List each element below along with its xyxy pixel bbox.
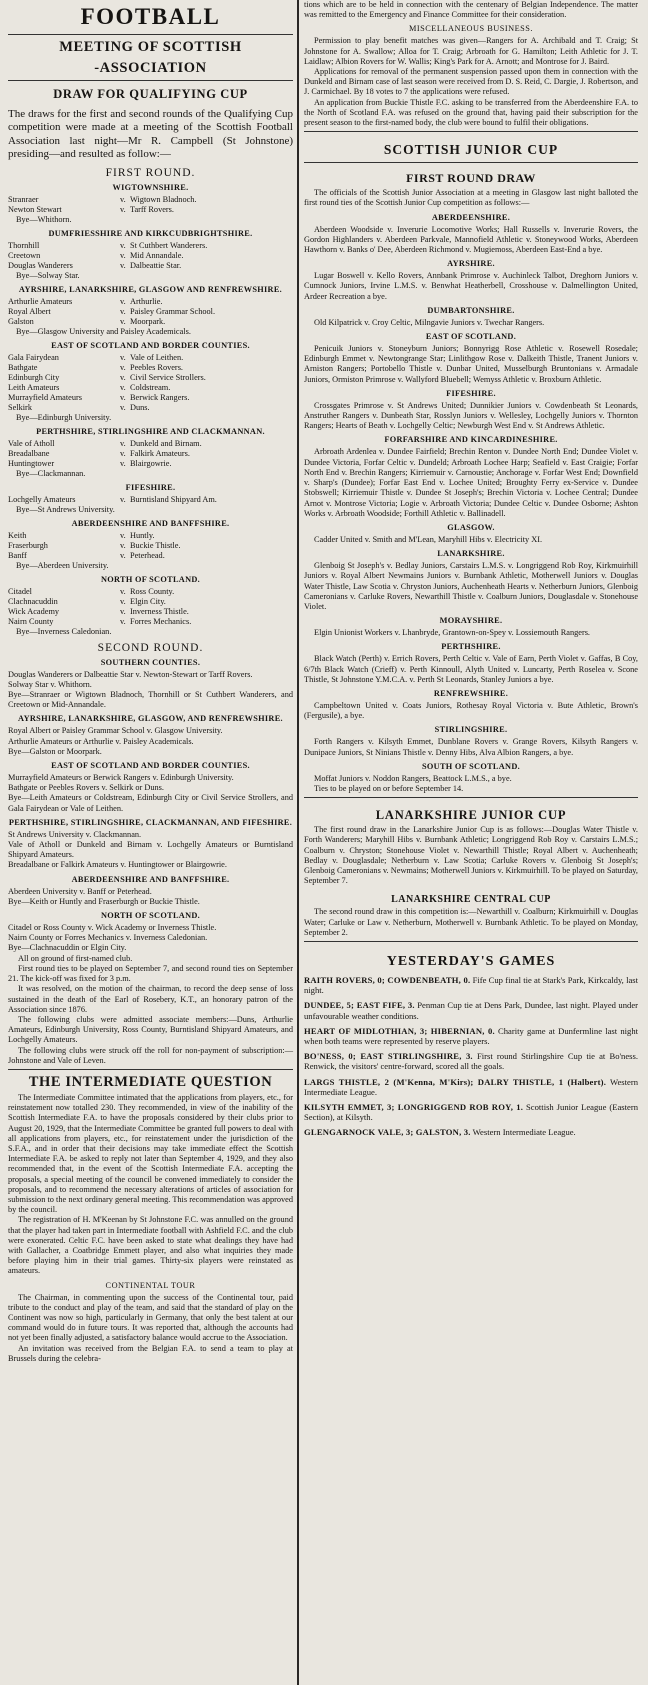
away-team: Burntisland Shipyard Am. xyxy=(130,494,217,504)
fixture-row xyxy=(6,317,295,327)
versus-mark: v. xyxy=(120,606,126,616)
game-result xyxy=(302,1127,640,1137)
home-team: Fraserburgh xyxy=(8,540,48,550)
paragraph: The Chairman, in commenting upon the success of the Continental tour, paid tribute to the conduct and play of the team, and said that the standard of play on the Continent was now so high, particularly in Germany, that only the best talent at our command would do in future tours. It was reported that, although the accounts had not yet been finally adjusted, a satisfactory balance would accrue to the Association. xyxy=(8,1292,293,1343)
home-team: Arthurlie Amateurs xyxy=(8,296,73,306)
fixture-row xyxy=(6,205,295,215)
game-score: LARGS THISTLE, 2 (M'Kenna, M'Kirs); DALRY THISTLE, 1 (Halbert). xyxy=(304,1076,607,1087)
versus-mark: v. xyxy=(120,550,126,560)
meeting-notes xyxy=(6,954,295,1066)
game-detail: Western Intermediate League. xyxy=(304,1076,638,1097)
fixture-line: Bye—Stranraer or Wigtown Bladnoch, Thornhill or St Cuthbert Wanderers, and Creetown or Mid-Annandale. xyxy=(8,690,293,710)
away-team: Inverness Thistle. xyxy=(130,606,189,616)
continental-body xyxy=(6,1293,295,1364)
region-heading: ABERDEENSHIRE. xyxy=(431,212,511,222)
fixture-line: St Andrews University v. Clackmannan. xyxy=(8,829,142,839)
versus-mark: v. xyxy=(120,458,126,468)
away-team: Huntly. xyxy=(130,530,155,540)
fixture-row xyxy=(6,241,295,251)
draw-text: Cadder United v. Smith and M'Lean, Maryhill Hibs v. Electricity XI. xyxy=(314,534,543,544)
bye-line: Bye—Whithorn. xyxy=(16,214,72,224)
region-heading: AYRSHIRE, LANARKSHIRE, GLASGOW AND RENFREWSHIRE. xyxy=(18,284,283,294)
divider-rule xyxy=(8,1069,293,1070)
versus-mark: v. xyxy=(120,392,126,402)
versus-mark: v. xyxy=(120,448,126,458)
junior-sections xyxy=(302,213,640,784)
home-team: Clachnacuddin xyxy=(8,596,58,606)
fixture-line: Aberdeen University v. Banff or Peterhead. xyxy=(8,886,152,896)
fixture-row xyxy=(6,363,295,373)
home-team: Leith Amateurs xyxy=(8,382,60,392)
away-team: Elgin City. xyxy=(130,596,166,606)
away-team: Berwick Rangers. xyxy=(130,392,190,402)
draw-intro: The draws for the first and second rounds of the Qualifying Cup competition were made at a meeting of the Scottish Football Association last night—Mr R. Campbell (St Johnstone) presiding—and resulted as follow:— xyxy=(8,108,293,161)
fixture-row xyxy=(6,307,295,317)
game-detail: Penman Cup tie at Dens Park, Dundee, last night. Played under unfavourable weather conditions. xyxy=(304,1000,638,1021)
paragraph: First round ties to be played on September 7, and second round ties on September 21. The kick-off was fixed for 3 p.m. xyxy=(8,963,293,984)
bye-line: Bye—St Andrews University. xyxy=(16,504,115,514)
junior-cup-title: SCOTTISH JUNIOR CUP xyxy=(383,142,559,158)
region-heading: AYRSHIRE, LANARKSHIRE, GLASGOW, AND RENFREWSHIRE. xyxy=(18,714,283,724)
meeting-title-1: MEETING OF SCOTTISH xyxy=(59,39,242,55)
away-team: Arthurlie. xyxy=(130,296,163,306)
draw-text: Aberdeen Woodside v. Inverurie Locomotive Works; Hall Russells v. Inverurie Rovers, the Gordon Highlanders v. Aberdeen Parkvale, Mannofield Athletic v. Stoneywood Works, Aberdeen Hawthorn v. Banks o' Dee, Aberdeen Richmond v. Mugiemoss, Aberdeen East-End a bye. xyxy=(304,224,638,255)
home-team: Wick Academy xyxy=(8,606,60,616)
draw-text: Crossgates Primrose v. St Andrews United; Dunnikier Juniors v. Cowdenbeath St Leonards, Anstruther Rangers v. Dunbeath Star, Rosslyn Juniors v. Wellesley, Lochgelly Juniors v. Thornton Rangers; Hearts of Beath v. Lochgelly Celtic; Newburgh West End v. St Andrews Athletic. xyxy=(304,400,638,431)
game-result xyxy=(302,1026,640,1046)
fixture-row xyxy=(6,383,295,393)
region-heading: FIFESHIRE. xyxy=(446,388,496,398)
region-heading: NORTH OF SCOTLAND. xyxy=(100,574,201,584)
fixture-row xyxy=(6,587,295,597)
region-heading: NORTH OF SCOTLAND. xyxy=(100,911,201,921)
away-team: St Cuthbert Wanderers. xyxy=(130,240,208,250)
versus-mark: v. xyxy=(120,352,126,362)
paragraph: The registration of H. M'Keenan by St Johnstone F.C. was annulled on the ground that the player had taken part in Intermediate football with Ashfield F.C. and the club were exonerated. Celtic F.C. have been asked to state what dealings they have had with Gallacher, a Coatbridge Emmett player, and also what inquiries they made before playing him in their trial games. Thirty-six players were reinstated as amateurs. xyxy=(8,1215,293,1276)
fixture-line: Bye—Clachnacuddin or Elgin City. xyxy=(8,943,127,953)
versus-mark: v. xyxy=(120,240,126,250)
game-result xyxy=(302,1000,640,1020)
fixture-line: Royal Albert or Paisley Grammar School v. Glasgow University. xyxy=(8,726,223,736)
fixture-line: Arthurlie Amateurs or Arthurlie v. Paisley Academicals. xyxy=(8,736,194,746)
football-heading: FOOTBALL xyxy=(80,4,221,29)
game-result xyxy=(302,1102,640,1122)
paragraph: It was resolved, on the motion of the chairman, to record the deep sense of loss sustained in the death of the Earl of Rosebery, K.T., an honorary patron of the Association since 1876. xyxy=(8,984,293,1014)
home-team: Selkirk xyxy=(8,402,32,412)
draw-text: Glenboig St Joseph's v. Bedlay Juniors, Carstairs L.M.S. v. Longriggend Rob Roy, Kirkmuirhill Juniors v. Royal Albert Newmains Juniors v. Burnbank Athletic, Motherwell Juniors v. Douglas Water Thistle, Law Scotia v. Chryston Juniors, Auchenheath Hearts v. Netherburn Juniors, Glenboig Cameronians v. Carluke Rovers, Newarthill Thistle v. Coalburn Juniors, Douglasdale v. Stonehouse Violet. xyxy=(304,561,638,611)
home-team: Keith xyxy=(8,530,27,540)
game-detail: Charity game at Dunfermline last night when both teams were represented by reserve players. xyxy=(304,1025,638,1046)
junior-footer: Ties to be played on or before September 14. xyxy=(314,783,464,793)
games-list xyxy=(302,975,640,1138)
bye-line: Bye—Clackmannan. xyxy=(16,468,86,478)
draw-text: Arbroath Ardenlea v. Dundee Fairfield; Brechin Renton v. Dundee North End; Dundee Violet v. Dundee Victoria, Forfar Celtic v. Dundeld; Arbroath Lochee Harp; Seafield v. East Craigie; Forfar North End v. Brechin Rangers; Kirriemuir v. Carnoustie; Anchorage v. Forfar West End; Downfield v. Sharp's (Dundee); Forfar East End v. Lochee United; Broughty Ferry ex-Service v. Dundee Stobswell; Kirriemuir Thistle v. Dundee St Joseph's; Brechin Victoria v. Lochee Central; Dundee Arnot v. Montrose Victoria; Logie v. Arbroath Victoria; Dundee Celtic v. Dundee Osborne; Ashton Works v. Arbroath Woodside; Forthill Athletic v. Ballinadell. xyxy=(304,447,638,518)
divider-rule xyxy=(304,941,638,942)
fixture-line: Murrayfield Amateurs or Berwick Rangers v. Edinburgh University. xyxy=(8,773,234,783)
region-heading: RENFREWSHIRE. xyxy=(433,688,509,698)
home-team: Murrayfield Amateurs xyxy=(8,392,82,402)
game-result xyxy=(302,975,640,995)
game-detail: Fife Cup final tie at Stark's Park, Kirkcaldy, last night. xyxy=(304,974,639,996)
first-round-draw-title: FIRST ROUND DRAW xyxy=(406,171,536,186)
away-team: Civil Service Strollers. xyxy=(130,372,206,382)
fixture-line: Bye—Keith or Huntly and Fraserburgh or Buckie Thistle. xyxy=(8,896,200,906)
region-heading: EAST OF SCOTLAND AND BORDER COUNTIES. xyxy=(51,761,250,771)
home-team: Edinburgh City xyxy=(8,372,60,382)
game-score: KILSYTH EMMET, 3; LONGRIGGEND ROB ROY, 1. xyxy=(304,1102,524,1113)
right-column xyxy=(302,0,640,1685)
fixture-row xyxy=(6,261,295,271)
fixture-line: Bathgate or Peebles Rovers v. Selkirk or Duns. xyxy=(8,783,164,793)
region-heading: PERTHSHIRE, STIRLINGSHIRE AND CLACKMANNAN. xyxy=(36,426,265,436)
bye-line: Bye—Inverness Caledonian. xyxy=(16,626,112,636)
first-round-list xyxy=(6,183,295,637)
draw-text: Forth Rangers v. Kilsyth Emmet, Dunblane Rovers v. Grange Rovers, Kilsyth Rangers v. Dunipace Juniors, St Ninians Thistle v. Denny Hibs, Alva Albion Rangers, a bye. xyxy=(304,737,638,757)
away-team: Dalbeattie Star. xyxy=(130,260,182,270)
away-team: Buckie Thistle. xyxy=(130,540,181,550)
region-heading: FIFESHIRE. xyxy=(125,482,176,492)
home-team: Creetown xyxy=(8,250,41,260)
paragraph: The following clubs were struck off the roll for non-payment of subscription:—Johnstone and Vale of Leven. xyxy=(8,1045,293,1065)
fixture-row xyxy=(6,449,295,459)
fixture-row xyxy=(6,495,295,505)
fixture-row xyxy=(6,459,295,469)
region-heading: EAST OF SCOTLAND. xyxy=(425,332,517,342)
versus-mark: v. xyxy=(120,438,126,448)
home-team: Lochgelly Amateurs xyxy=(8,494,76,504)
away-team: Duns. xyxy=(130,402,150,412)
divider-rule xyxy=(8,34,293,35)
second-round-list xyxy=(6,658,295,954)
home-team: Banff xyxy=(8,550,27,560)
intermediate-title: THE INTERMEDIATE QUESTION xyxy=(28,1073,273,1090)
versus-mark: v. xyxy=(120,530,126,540)
home-team: Thornhill xyxy=(8,240,40,250)
draw-text: Lugar Boswell v. Kello Rovers, Annbank Primrose v. Auchinleck Talbot, Dreghorn Juniors v. Cumnock Juniors, Irvine L.M.S. v. Benwhat Heatherbell, Crosshouse v. Dalmellington United, Ardeer Recreation a bye. xyxy=(304,271,638,301)
divider-rule xyxy=(304,797,638,798)
versus-mark: v. xyxy=(120,250,126,260)
bye-line: Bye—Edinburgh University. xyxy=(16,412,112,422)
misc-title: MISCELLANEOUS BUSINESS. xyxy=(409,24,533,34)
region-heading: FORFARSHIRE AND KINCARDINESHIRE. xyxy=(384,435,558,445)
away-team: Vale of Leithen. xyxy=(130,352,184,362)
region-heading: PERTHSHIRE, STIRLINGSHIRE, CLACKMANNAN, AND FIFESHIRE. xyxy=(8,817,293,827)
bye-line: Bye—Solway Star. xyxy=(16,270,80,280)
versus-mark: v. xyxy=(120,362,126,372)
home-team: Breadalbane xyxy=(8,448,50,458)
paragraph: The Intermediate Committee intimated that the applications from players, etc., for reinstatement now totalled 230. They recommended, in view of the inability of the Scottish Intermediate F.A. to have the proposals considered by their clubs prior to August 20, 1929, that the Intermediate Committee be granted full powers to deal with all applications from players, etc., for reinstatement under the jurisdiction of the S.F.A., and in order that their decisions may take immediate effect the Scottish Intermediate F.A. be asked to reply not later than September 4, 1929, and they also recommended that, in the event of the Scottish Intermediate F.A. accepting the proposals, a special meeting of the council be convened immediately to consider the proposals, and to recommend the necessary alterations of articles of association for submission to the next ordinary general meeting. This recommendation was approved by the council. xyxy=(8,1092,293,1215)
fixture-row xyxy=(6,297,295,307)
game-result xyxy=(302,1051,640,1071)
yesterday-title: YESTERDAY'S GAMES xyxy=(386,953,556,969)
game-detail: Western Intermediate League. xyxy=(472,1127,576,1138)
fixture-row xyxy=(6,541,295,551)
versus-mark: v. xyxy=(120,494,126,504)
away-team: Coldstream. xyxy=(130,382,171,392)
region-heading: LANARKSHIRE. xyxy=(437,549,505,559)
region-heading: EAST OF SCOTLAND AND BORDER COUNTIES. xyxy=(51,340,250,350)
game-score: HEART OF MIDLOTHIAN, 3; HIBERNIAN, 0. xyxy=(304,1025,495,1036)
region-heading: WIGTOWNSHIRE. xyxy=(112,182,189,192)
fixture-line: Douglas Wanderers or Dalbeattie Star v. Newton-Stewart or Tarff Rovers. xyxy=(8,669,253,679)
region-heading: DUMBARTONSHIRE. xyxy=(427,305,515,315)
misc-body xyxy=(302,36,640,128)
versus-mark: v. xyxy=(120,402,126,412)
divider-rule xyxy=(304,162,638,163)
away-team: Falkirk Amateurs. xyxy=(130,448,190,458)
paragraph: All on ground of first-named club. xyxy=(18,953,133,963)
bye-line: Bye—Glasgow University and Paisley Academicals. xyxy=(16,326,191,336)
game-score: GLENGARNOCK VALE, 3; GALSTON, 3. xyxy=(304,1127,471,1138)
continental-title: CONTINENTAL TOUR xyxy=(105,1280,196,1290)
junior-intro: The officials of the Scottish Junior Association at a meeting in Glasgow last night balloted the first round ties of the Scottish Junior Cup competition as follows:— xyxy=(304,188,638,208)
fixture-row xyxy=(6,617,295,627)
first-round-label: FIRST ROUND. xyxy=(105,166,196,179)
paragraph: Applications for removal of the permanent suspension passed upon them in connection with the Dunkeld and Birnam case of last season were received from D. S. Reid, C. Dargie, J. Robertson, and J. Carmichael. By 18 votes to 7 the applications were refused. xyxy=(304,67,638,97)
away-team: Forres Mechanics. xyxy=(130,616,192,626)
versus-mark: v. xyxy=(120,194,126,204)
continuation-text: tions which are to be held in connection with the centenary of Belgian Independence. The matter was remitted to the Emergency and Finance Committee for their consideration. xyxy=(304,0,638,20)
fixture-row xyxy=(6,597,295,607)
fixture-line: Citadel or Ross County v. Wick Academy or Inverness Thistle. xyxy=(8,923,217,933)
bye-line: Bye—Aberdeen University. xyxy=(16,560,109,570)
region-heading: MORAYSHIRE. xyxy=(439,616,503,626)
fixture-row xyxy=(6,393,295,403)
versus-mark: v. xyxy=(120,540,126,550)
game-score: RAITH ROVERS, 0; COWDENBEATH, 0. xyxy=(304,974,471,985)
home-team: Galston xyxy=(8,316,34,326)
fixture-row xyxy=(6,607,295,617)
fixture-row xyxy=(6,439,295,449)
away-team: Tarff Rovers. xyxy=(130,204,174,214)
paragraph: The following clubs were admitted associate members:—Duns, Arthurlie Amateurs, Edinburgh University, Ross County, Burntisland Shipyard Amateurs, and Lochgelly Amateurs. xyxy=(8,1014,293,1045)
draw-text: Penicuik Juniors v. Stoneyburn Juniors; Bonnyrigg Rose Athletic v. Rosewell Rosedale; Edinburgh Emmet v. Newtongrange Star; Linlithgow Rose v. Dalkeith Thistle, Tranent Juniors v. Arniston Rangers; Portobello Thistle v. Dunbar United, Musselburgh Bruntonians v. Armadale Juniors, Ormiston Primrose v. Wallyford Bluebell; Wemyss Athletic v. Broxburn Athletic. xyxy=(304,344,638,384)
home-team: Stranraer xyxy=(8,194,39,204)
home-team: Newton Stewart xyxy=(8,204,62,214)
fixture-line: Bye—Leith Amateurs or Coldstream, Edinburgh City or Civil Service Strollers, and Gala Fairydean or Vale of Leithen. xyxy=(8,793,293,813)
draw-text: Moffat Juniors v. Noddon Rangers, Beattock L.M.S., a bye. xyxy=(314,773,512,783)
away-team: Peebles Rovers. xyxy=(130,362,183,372)
game-detail: Scottish Junior League (Eastern Section), at Kilsyth. xyxy=(304,1102,638,1123)
versus-mark: v. xyxy=(120,306,126,316)
fixture-row xyxy=(6,403,295,413)
fixture-line: Vale of Atholl or Dunkeld and Birnam v. Lochgelly Amateurs or Burntisland Shipyard Amateurs. xyxy=(8,840,293,860)
paragraph: An invitation was received from the Belgian F.A. to send a team to play at Brussels during the celebra- xyxy=(8,1343,293,1363)
fixture-line: Breadalbane or Falkirk Amateurs v. Huntingtower or Blairgowrie. xyxy=(8,860,227,870)
fixture-row xyxy=(6,195,295,205)
meeting-title-2: -ASSOCIATION xyxy=(94,60,207,76)
fixture-line: Bye—Galston or Moorpark. xyxy=(8,746,102,756)
second-round-label: SECOND ROUND. xyxy=(97,641,204,654)
versus-mark: v. xyxy=(120,316,126,326)
versus-mark: v. xyxy=(120,382,126,392)
home-team: Citadel xyxy=(8,586,32,596)
paragraph: An application from Buckie Thistle F.C. asking to be transferred from the Aberdeenshire F.A. to the North of Scotland F.A. was refused on the ground that, having paid their subscription for the present season to the first-named body, the club were bound to fulfil their obligations. xyxy=(304,97,638,128)
home-team: Gala Fairydean xyxy=(8,352,59,362)
region-heading: DUMFRIESSHIRE AND KIRKCUDBRIGHTSHIRE. xyxy=(48,228,253,238)
draw-text: Elgin Unionist Workers v. Lhanbryde, Grantown-on-Spey v. Lossiemouth Rangers. xyxy=(314,628,591,638)
fixture-row xyxy=(6,353,295,363)
away-team: Paisley Grammar School. xyxy=(130,306,216,316)
region-heading: GLASGOW. xyxy=(447,522,495,532)
fixture-row xyxy=(6,251,295,261)
draw-text: Old Kilpatrick v. Croy Celtic, Milngavie Juniors v. Twechar Rangers. xyxy=(314,317,545,327)
away-team: Dunkeld and Birnam. xyxy=(130,438,202,448)
fixture-row xyxy=(6,373,295,383)
game-score: BO'NESS, 0; EAST STIRLINGSHIRE, 3. xyxy=(304,1051,473,1062)
fixture-row xyxy=(6,531,295,541)
divider-rule xyxy=(304,131,638,132)
game-score: DUNDEE, 5; EAST FIFE, 3. xyxy=(304,1000,415,1011)
game-detail: First round Stirlingshire Cup tie at Bo'ness. Renwick, the visitors' centre-forward, scored all the goals. xyxy=(304,1051,638,1072)
away-team: Ross County. xyxy=(130,586,175,596)
lanarkshire-junior-title: LANARKSHIRE JUNIOR CUP xyxy=(375,808,567,823)
game-result xyxy=(302,1077,640,1097)
away-team: Wigtown Bladnoch. xyxy=(130,194,197,204)
region-heading: SOUTHERN COUNTIES. xyxy=(100,657,201,667)
home-team: Douglas Wanderers xyxy=(8,260,73,270)
home-team: Huntingtower xyxy=(8,458,55,468)
home-team: Vale of Atholl xyxy=(8,438,55,448)
region-heading: ABERDEENSHIRE AND BANFFSHIRE. xyxy=(71,518,230,528)
divider-rule xyxy=(8,80,293,81)
versus-mark: v. xyxy=(120,296,126,306)
intermediate-body xyxy=(6,1093,295,1277)
draw-text: Black Watch (Perth) v. Errich Rovers, Perth Celtic v. Vale of Earn, Perth Violet v. Gaffas, B Coy, 6/7th Black Watch (Crieff) v. Perth Kinnoull, Alyth United v. Luncarty, Perth Roselea v. Scone Thistle, St Johnstone Y.M.C.A. v. Perth St Leonards, Stanley Juniors a bye. xyxy=(304,654,638,684)
versus-mark: v. xyxy=(120,586,126,596)
lanarkshire-central-text: The second round draw in this competition is:—Newarthill v. Coalburn; Kirkmuirhill v. Douglas Water; Carluke or Law v. Netherburn, Motherwell v. Burnbank Athletic. To be played on Monday, September 2. xyxy=(304,907,638,937)
lanarkshire-junior-text: The first round draw in the Lanarkshire Junior Cup is as follows:—Douglas Water Thistle v. Forth Wanderers; Maryhill Hibs v. Burnbank Athletic; Longriggend Rob Roy v. Carstairs L.M.S.; Coalburn v. Chryston; Stonehouse Violet v. Newarthill Thistle; Royal Albert v. Auchenheath; Bedlay v. Douglasdale; Netherburn v. Law Scotia; Carluke Rovers v. Glenboig St Joseph's; Glenboig Cameronians v. Newmains; Motherwell Juniors v. Kirkmuirhill. To be played on Saturday, September 7. xyxy=(304,825,638,886)
versus-mark: v. xyxy=(120,596,126,606)
draw-text: Campbeltown United v. Coats Juniors, Rothesay Royal Victoria v. Bute Athletic, Brown's (Fergusile), a bye. xyxy=(304,700,638,721)
paragraph: Permission to play benefit matches was given—Rangers for A. Archibald and T. Craig; St Johnstone for A. Swallow; Alloa for T. Craig; Arbroath for G. Hamilton; Leith Athletic for J. T. Laidlaw; Albion Rovers for W. Wallis; King's Park for A. Arnott; and Montrose for J. Baird. xyxy=(304,36,638,66)
away-team: Blairgowrie. xyxy=(130,458,172,468)
region-heading: ABERDEENSHIRE AND BANFFSHIRE. xyxy=(71,874,230,884)
away-team: Moorpark. xyxy=(130,316,166,326)
versus-mark: v. xyxy=(120,204,126,214)
versus-mark: v. xyxy=(120,616,126,626)
home-team: Royal Albert xyxy=(8,306,51,316)
region-heading: PERTHSHIRE. xyxy=(441,642,501,652)
region-heading: SOUTH OF SCOTLAND. xyxy=(422,761,520,771)
left-column xyxy=(6,0,295,1685)
versus-mark: v. xyxy=(120,372,126,382)
draw-title: DRAW FOR QUALIFYING CUP xyxy=(53,87,248,101)
versus-mark: v. xyxy=(120,260,126,270)
home-team: Nairn County xyxy=(8,616,54,626)
column-divider xyxy=(297,0,299,1685)
fixture-line: Nairn County or Forres Mechanics v. Inverness Caledonian. xyxy=(8,933,208,943)
lanarkshire-central-title: LANARKSHIRE CENTRAL CUP xyxy=(391,894,551,906)
away-team: Peterhead. xyxy=(130,550,165,560)
away-team: Mid Annandale. xyxy=(130,250,184,260)
region-heading: STIRLINGSHIRE. xyxy=(434,725,508,735)
region-heading: AYRSHIRE. xyxy=(447,259,495,269)
fixture-row xyxy=(6,551,295,561)
home-team: Bathgate xyxy=(8,362,38,372)
fixture-line: Solway Star v. Whithorn. xyxy=(8,679,92,689)
